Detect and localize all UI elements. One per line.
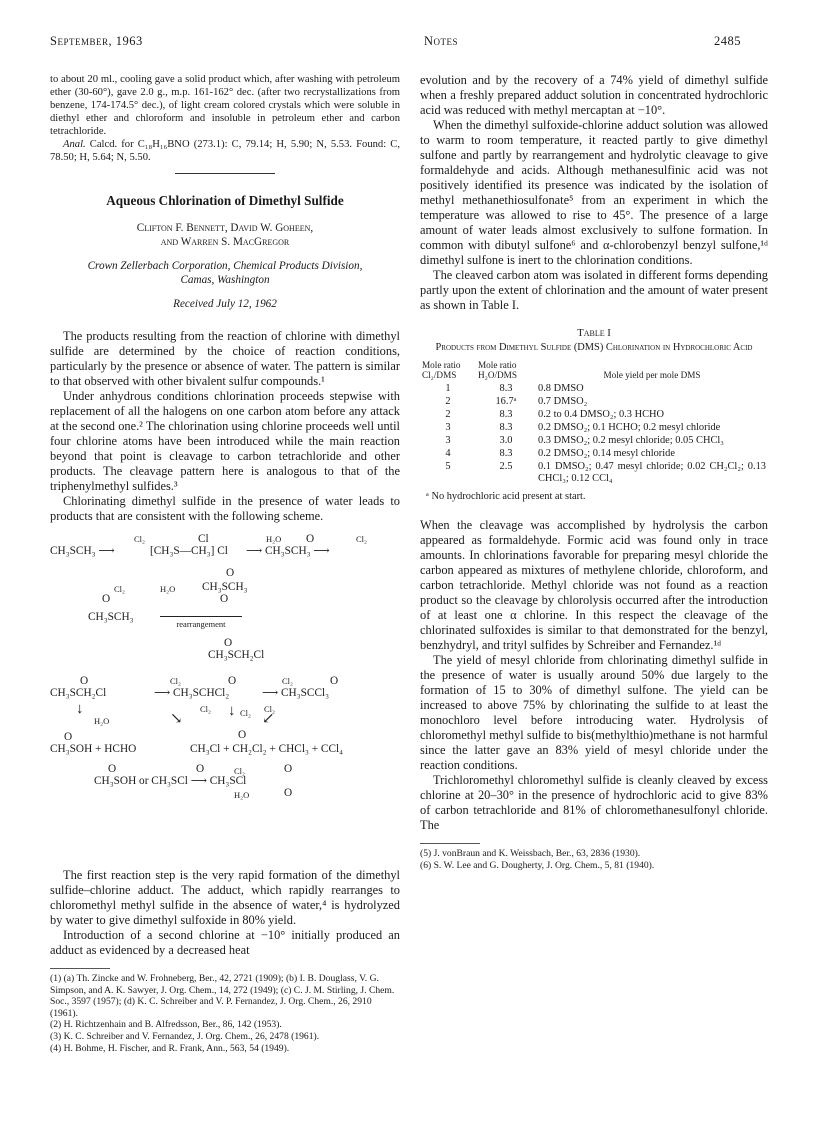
scheme-reagent: Cl₂: [240, 708, 251, 718]
table-row: [420, 395, 768, 408]
scheme-formula: CH₃SOH or CH₃SCl ⟶ CH₃SCl: [94, 775, 247, 787]
table-cell: 4: [445, 447, 451, 459]
body-paragraph-2: Under anhydrous conditions chlorination proceeds stepwise with replacement of all the halogens on one carbon atom before any attack at the second one.² The chlorination using chlorine proceeds well until four chlorine atoms have been introduced while the main reaction beyond that point is cleavage to carbon tetrachloride and other products. The cleavage pattern here is analogous to that of the triphenylmethyl sulfides.³: [50, 389, 400, 493]
footnote: (1) (a) Th. Zincke and W. Frohneberg, Ber., 42, 2721 (1909); (b) I. B. Douglass, V. G. Simpson, and A. K. Sawyer, J. Org. Chem., 14, 272 (1949); (c) C. J. M. Stirling, J. Chem. Soc., 3597 (1957); (d) K. C. Schreiber and V. P. Fernandez, J. Org. Chem., 26, 2910 (1961).: [50, 973, 395, 1019]
scheme-formula: CH₃SCH₂Cl: [208, 649, 265, 661]
body-paragraph-7: When the dimethyl sulfoxide-chlorine adduct solution was allowed to warm to room temperature, it reacted partly to give dimethyl sulfone and partly by rearrangement and hydrolytic cleavage to give formaldehyde and acids. Although methanesulfinic acid was not positively identified its presence was indicated by the isolation of methyl methanethiosulfonate⁵ from an experiment in which the temperature was allowed to rise to 45°. The presence of a large amount of water leads almost exclusively to sulfone formation. In common with dibutyl sulfone⁶ and α-chlorobenzyl benzyl sulfone,¹ᵈ dimethyl sulfone is inert to the chlorination conditions.: [420, 118, 768, 267]
scheme-rearrangement-label: rearrangement: [160, 616, 242, 632]
body-paragraph-3: Chlorinating dimethyl sulfide in the presence of water leads to products that are consistent with the following scheme.: [50, 494, 400, 523]
table-row: [420, 408, 768, 421]
article-title: Aqueous Chlorination of Dimethyl Sulfide: [106, 193, 344, 208]
scheme-formula: O: [80, 675, 89, 687]
scheme-formula: O: [102, 593, 111, 605]
table-row: [420, 421, 768, 434]
table-row: [420, 382, 768, 395]
scheme-formula: ⟶ CH₃SCH₃ ⟶: [246, 545, 330, 557]
received-date: Received July 12, 1962: [173, 298, 277, 310]
scheme-reagent: Cl₂: [134, 534, 145, 544]
body-paragraph-1: The products resulting from the reaction of chlorine with dimethyl sulfide are determined by the choice of reaction conditions, particularly by the presence or absence of water. The pattern is similar to that observed with other bivalent sulfur compounds.¹: [50, 329, 400, 388]
table-cell: 8.3: [499, 382, 513, 394]
body-paragraph-10: The yield of mesyl chloride from chlorinating dimethyl sulfide in the presence of water is usually around 50% due largely to the formation of 15 to 30% of dimethyl sulfone. The yield can be increased to above 75% by chlorinating the sulfide to at least the monochloro level before introducing water. Hydrolysis of chloromethyl methyl sulfide to bis(methylthio)methane is not harmful since the latter gave an 83% yield of mesyl chloride under the reaction conditions.: [420, 653, 768, 772]
running-header-date: September, 1963: [50, 34, 143, 48]
table-cell: 3: [445, 421, 451, 433]
running-header-section: Notes: [424, 34, 459, 48]
page-number: 2485: [714, 34, 741, 48]
table-cell: 3.0: [499, 434, 513, 446]
scheme-formula: O: [238, 729, 247, 741]
scheme-formula: CH₃SCH₃: [202, 581, 248, 593]
scheme-diagonal-arrow: ↙: [262, 711, 275, 727]
scheme-formula: Cl: [198, 533, 209, 545]
table-cell: 8.3: [499, 408, 513, 420]
table-cell: 5: [445, 460, 451, 472]
footnote: (5) J. vonBraun and K. Weissbach, Ber., 63, 2836 (1930).: [420, 848, 641, 859]
scheme-formula: O: [228, 675, 237, 687]
authors-line-1: Clifton F. Bennett, David W. Goheen,: [136, 222, 314, 234]
table-cell: 2: [445, 408, 451, 420]
scheme-reagent: H₂O: [266, 534, 282, 544]
scheme-formula: CH₃Cl + CH₂Cl₂ + CHCl₃ + CCl₄: [190, 743, 344, 755]
scheme-reagent: H₂O: [234, 790, 250, 800]
table-row: [420, 434, 768, 447]
table-cell: 8.3: [499, 447, 513, 459]
table-cell: 3: [445, 434, 451, 446]
affiliation-line-1: Crown Zellerbach Corporation, Chemical Products Division,: [87, 260, 363, 272]
body-paragraph-6: evolution and by the recovery of a 74% yield of dimethyl sulfide when a freshly prepared adduct solution in concentrated hydrochloric acid was reduced with methyl mercaptan at −10°.: [420, 73, 768, 117]
affiliation-line-2: Camas, Washington: [180, 274, 270, 286]
continuation-paragraph: to about 20 ml., cooling gave a solid product which, after washing with petroleum ether (30-60°), gave 2.0 g., m.p. 161-162° dec. (after two recrystallizations from benzene, 174-174.5° dec.), of light cream colored crystals which were soluble in diethyl ether and chloroform and insoluble in petroleum ether and carbon tetrachloride.: [50, 74, 400, 137]
table-cell: 1: [445, 382, 451, 394]
body-paragraph-4: The first reaction step is the very rapid formation of the dimethyl sulfide–chlorine adduct. The adduct, which rapidly rearranges to chloromethyl methyl sulfide in the absence of water,⁴ is hydrolyzed by water to give dimethyl sulfoxide in 80% yield.: [50, 868, 400, 927]
table-cell: 2.5: [499, 460, 513, 472]
scheme-formula: CH₃SCH₂Cl: [50, 687, 107, 699]
table-header-cell: Mole yield per mole DMS: [603, 370, 701, 380]
table-header-cell: Mole ratio Cl₂/DMS: [422, 360, 461, 380]
scheme-formula: O: [284, 787, 293, 799]
body-paragraph-5: Introduction of a second chlorine at −10° initially produced an adduct as evidenced by a decreased heat: [50, 928, 400, 957]
anal-text: Calcd. for C₁₈H₁₆BNO (273.1): C, 79.14; H, 5.90; N, 5.53. Found: C, 78.50; H, 5.64; N, 5.50.: [50, 139, 400, 163]
scheme-formula: O: [226, 567, 235, 579]
scheme-formula: CH₃SCH₃ ⟶: [50, 545, 115, 557]
body-paragraph-11: Trichloromethyl chloromethyl sulfide is cleanly cleaved by excess chlorine at 20–30° in the presence of hydrochloric acid to give 83% of carbon tetrachloride and 81% of chloromethanesulfonyl chloride. The: [420, 773, 768, 832]
footnote: (4) H. Bohme, H. Fischer, and R. Frank, Ann., 563, 54 (1949).: [50, 1042, 290, 1054]
scheme-formula: [CH₃S—CH₃] Cl: [150, 545, 228, 557]
table-label: Table I: [577, 327, 611, 339]
footnote: (3) K. C. Schreiber and V. Fernandez, J. Org. Chem., 26, 2478 (1961).: [50, 1030, 320, 1042]
table-cell: 0.7 DMSO₂: [538, 395, 588, 407]
left-column: [50, 73, 400, 1054]
table-header-cell: Mole ratio H₂O/DMS: [478, 360, 517, 380]
scheme-reagent: Cl₂: [282, 676, 293, 686]
scheme-reagent: Cl₂: [264, 704, 275, 714]
table-cell: 16.7ᵃ: [495, 395, 517, 407]
scheme-reagent: H₂O: [160, 584, 176, 594]
table-footnote: ᵃ No hydrochloric acid present at start.: [426, 491, 586, 502]
scheme-diagonal-arrow: ↘: [170, 711, 183, 727]
scheme-formula: O: [220, 593, 229, 605]
scheme-formula: O: [330, 675, 339, 687]
scheme-formula: O: [64, 731, 73, 743]
body-paragraph-9: When the cleavage was accomplished by hydrolysis the carbon appeared as formaldehyde. Formic acid was found only in trace amounts. In chlorinations favorable for preparing mesyl chloride the carbon appeared as mixtures of methylene chloride, chloroform, and carbon tetrachloride. Methyl chloride was not found as a reaction product so the cleavage by chlorolysis occurred after the introduction of at least one α chlorine. In this respect the cleavage of the chlorinated sulfoxides is similar to that demonstrated for the benzyl, benzhydryl, and trityl sulfides by Schreiber and Fernandez.¹ᵈ: [420, 518, 768, 652]
scheme-formula: O: [196, 763, 205, 775]
scheme-down-arrow: ↓: [76, 701, 84, 717]
footnote: (6) S. W. Lee and G. Dougherty, J. Org. Chem., 5, 81 (1940).: [420, 859, 655, 871]
results-table: [420, 358, 768, 485]
analysis-paragraph: [50, 138, 400, 164]
scheme-reagent: Cl₂: [114, 584, 125, 594]
footnote: (2) H. Richtzenhain and B. Alfredsson, Ber., 86, 142 (1953).: [50, 1019, 282, 1031]
table-header-row: [420, 358, 768, 382]
table-cell: 0.3 DMSO₂; 0.2 mesyl chloride; 0.05 CHCl₃: [538, 434, 724, 446]
scheme-formula: CH₃SOH + HCHO: [50, 743, 137, 755]
article-authors: [50, 221, 400, 249]
scheme-reagent: Cl₂: [200, 704, 211, 714]
table-cell: 0.2 DMSO₂; 0.14 mesyl chloride: [538, 447, 675, 459]
right-column: [420, 73, 768, 871]
reaction-scheme: [50, 532, 400, 862]
section-divider: [175, 173, 275, 174]
scheme-formula: O: [108, 763, 117, 775]
table-cell: 0.2 DMSO₂; 0.1 HCHO; 0.2 mesyl chloride: [538, 421, 721, 433]
authors-line-2: and Warren S. MacGregor: [160, 236, 290, 248]
table-cell: 0.1 DMSO₂; 0.47 mesyl chloride; 0.02 CH₂Cl₂; 0.13 CHCl₃; 0.12 CCl₄: [538, 460, 766, 484]
scheme-formula: ⟶ CH₃SCHCl₂: [154, 687, 230, 699]
scheme-down-arrow: ↓: [228, 703, 236, 719]
body-paragraph-8: The cleaved carbon atom was isolated in different forms depending partly upon the extent of chlorination and the amount of water present as shown in Table I.: [420, 268, 768, 312]
table-cell: 0.2 to 0.4 DMSO₂; 0.3 HCHO: [538, 408, 665, 420]
article-affiliation: [50, 259, 400, 287]
footnote-divider: [50, 968, 110, 969]
scheme-reagent: Cl₂: [234, 766, 245, 776]
anal-label: Anal.: [63, 139, 86, 150]
table-cell: 0.8 DMSO: [538, 382, 584, 394]
scheme-formula: CH₃SCH₃: [88, 611, 134, 623]
footnote-divider: [420, 843, 480, 844]
scheme-formula: ⟶ CH₃SCCl₃: [262, 687, 330, 699]
table-cell: 2: [445, 395, 451, 407]
table-row: [420, 460, 768, 485]
scheme-reagent: Cl₂: [356, 534, 367, 544]
table-row: [420, 447, 768, 460]
table-caption: Products from Dimethyl Sulfide (DMS) Chlorination in Hydrochloric Acid: [435, 342, 753, 353]
scheme-reagent: Cl₂: [170, 676, 181, 686]
scheme-formula: O: [224, 637, 233, 649]
scheme-formula: O: [284, 763, 293, 775]
scheme-formula: O: [306, 533, 315, 545]
scheme-reagent: H₂O: [94, 716, 110, 726]
table-cell: 8.3: [499, 421, 513, 433]
